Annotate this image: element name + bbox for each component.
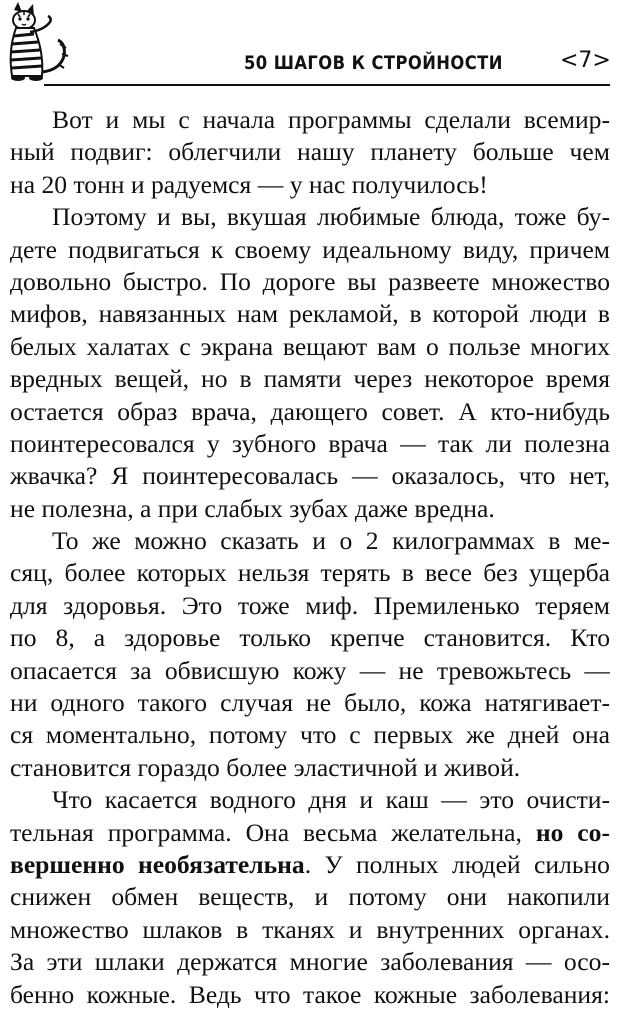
page-header [0,0,620,92]
body-text [10,104,610,1011]
text-line: бенно кожные. Ведь что такое кожные заболевания: [10,979,610,1009]
text-line: Поэтому и вы, вкушая любимые блюда, тоже бу- [52,202,610,232]
text-line: сяц, более которых нельзя терять в весе без ущерба [10,558,610,588]
bold-fragment: но со- [535,817,610,847]
text-line: становится гораздо более эластичной и живой. [10,752,521,782]
header-rule [44,84,610,86]
text-line: для здоровья. Это тоже миф. Премиленько теряем [10,590,610,620]
text-line: Вот и мы с начала программы сделали всемир- [52,105,610,134]
text-line: остается образ врача, дающего совет. А кто-нибудь [10,396,610,426]
striped-cat-icon [0,0,78,86]
text-line: не полезна, а при слабых зубах даже вредна. [10,493,495,523]
text-fragment: тельная программа. Она весьма желательна, [10,817,522,847]
text-line: белых халатах с экрана вещают вам о пользе многих [10,331,610,361]
text-line: Что касается водного дня и каш — это очисти- [52,785,610,815]
text-line: снижен обмен веществ, и потому они накопили [10,882,610,912]
page-number: <7> [560,48,611,73]
text-line: по 8, а здоровье только крепче становится. Кто [10,623,610,653]
text-line: вредных вещей, но в памяти через некоторое время [10,364,610,394]
text-line: довольно быстро. По дороге вы развеете множество [10,266,610,296]
bold-fragment: вершенно необязательна [10,849,305,879]
text-line: ся моментально, потому что с первых же дней она [10,720,610,750]
text-line [10,849,610,881]
running-title: 50 ШАГОВ К СТРОЙНОСТИ [244,52,503,74]
text-line: жвачка? Я поинтересовалась — оказалось, что нет, [10,461,610,491]
text-fragment: . У полных людей сильно [304,849,610,879]
text-line: За эти шлаки держатся многие заболевания — осо- [10,947,610,977]
text-line [10,817,610,849]
text-line: То же можно сказать и о 2 килограммах в ме- [52,526,610,556]
text-line: мифов, навязанных нам рекламой, в которой люди в [10,299,610,329]
text-line: на 20 тонн и радуемся — у нас получилось! [10,169,488,199]
text-line: опасается за обвисшую кожу — не тревожьтесь — [10,655,610,685]
text-line: множество шлаков в тканях и внутренних органах. [10,914,610,944]
text-line: ни одного такого случая не было, кожа натягивает- [10,688,610,718]
text-line: поинтересовался у зубного врача — так ли полезна [10,428,610,458]
text-line: дете подвигаться к своему идеальному виду, причем [10,234,610,264]
text-line: ный подвиг: облегчили нашу планету больше чем [10,137,610,167]
